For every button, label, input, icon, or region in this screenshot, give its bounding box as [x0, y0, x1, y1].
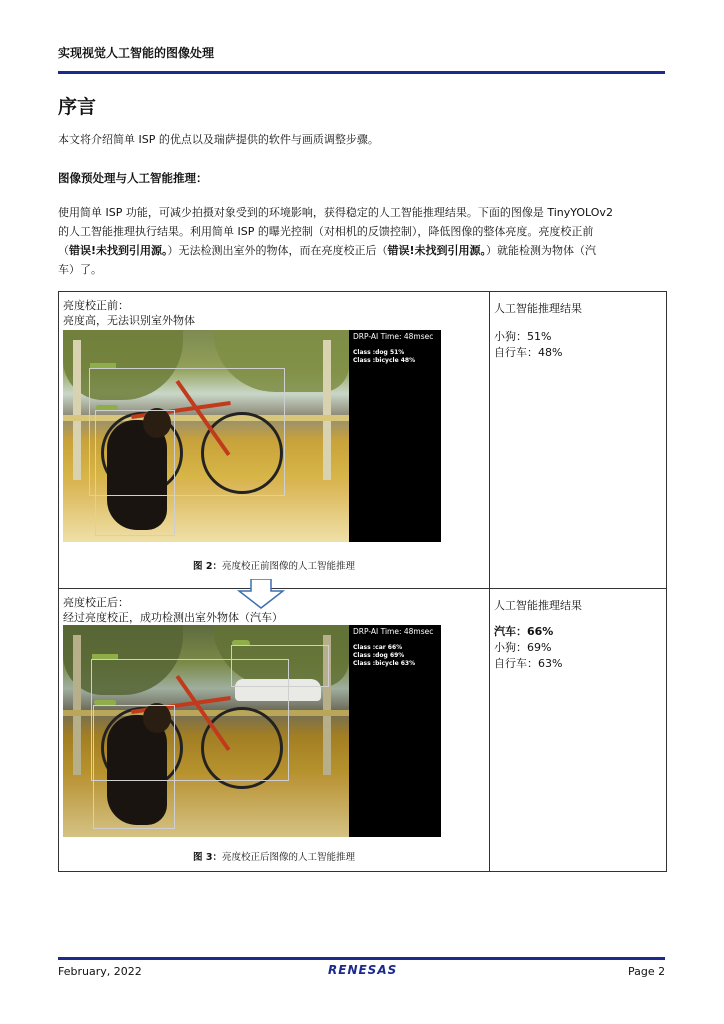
class-result-line: Class :dog 69% — [353, 652, 405, 659]
results-title: 人工智能推理结果 — [494, 302, 582, 315]
cell-caption-title: 亮度校正前： — [63, 299, 129, 312]
error-reference-1[interactable]: 错误!未找到引用源。 — [69, 244, 168, 257]
body-line-3-close: ）就能检测为物体（汽 — [486, 244, 597, 257]
body-line-1: 使用简单 ISP 功能，可减少拍摄对象受到的环境影响，获得稳定的人工智能推理结果。下面的图像是 TinyYOLOv2 — [58, 206, 613, 219]
section-heading: 序言 — [58, 96, 97, 118]
body-line-3-open: （ — [58, 244, 69, 257]
dog-bounding-box — [93, 705, 175, 829]
class-result-line: Class :bicycle 63% — [353, 660, 416, 667]
table-row — [59, 589, 667, 872]
results-cell — [490, 292, 667, 589]
inference-image — [63, 625, 441, 837]
figure-number: 图 2： — [193, 561, 222, 572]
results-table — [58, 291, 667, 872]
figure-caption-text: 亮度校正后图像的人工智能推理 — [221, 852, 355, 863]
result-bicycle: 自行车：48% — [494, 346, 563, 359]
drp-ai-time: DRP-AI Time: 48msec — [353, 627, 434, 636]
error-reference-2[interactable]: 错误!未找到引用源。 — [387, 244, 487, 257]
cell-caption-desc: 亮度高，无法识别室外物体 — [63, 314, 195, 327]
inference-overlay — [353, 625, 441, 668]
class-result-line: Class :bicycle 48% — [353, 357, 416, 364]
cell-caption-title: 亮度校正后： — [63, 596, 129, 609]
body-line-4: 车）了。 — [58, 263, 102, 276]
cell-caption-desc: 经过亮度校正，成功检测出室外物体（汽车） — [63, 611, 283, 624]
body-paragraph — [58, 203, 665, 279]
camera-photo — [63, 625, 349, 837]
down-arrow-icon — [237, 579, 285, 609]
camera-photo — [63, 330, 349, 542]
renesas-logo: RENESAS — [328, 963, 398, 977]
body-line-3-mid: ）无法检测出室外的物体，而在亮度校正后（ — [167, 244, 388, 257]
inference-image — [63, 330, 441, 542]
dog-bounding-box — [95, 410, 175, 536]
header-rule — [58, 71, 665, 74]
class-result-line: Class :car 66% — [353, 644, 403, 651]
footer-rule — [58, 957, 665, 960]
subheading: 图像预处理与人工智能推理： — [58, 171, 208, 185]
inference-overlay — [353, 330, 441, 365]
results-cell — [490, 589, 667, 872]
drp-ai-time: DRP-AI Time: 48msec — [353, 332, 434, 341]
results-title: 人工智能推理结果 — [494, 599, 582, 612]
result-car: 汽车：66% — [494, 625, 554, 638]
class-result-line: Class :dog 51% — [353, 349, 405, 356]
page-number: Page 2 — [628, 965, 666, 978]
image-cell — [59, 292, 490, 589]
result-dog: 小狗：51% — [494, 330, 552, 343]
footer-date: February, 2022 — [58, 965, 142, 978]
figure-caption — [59, 849, 489, 863]
body-line-3 — [58, 241, 665, 260]
figure-caption — [59, 558, 489, 572]
figure-number: 图 3： — [193, 852, 222, 863]
intro-paragraph: 本文将介绍简单 ISP 的优点以及瑞萨提供的软件与画质调整步骤。 — [58, 133, 379, 146]
result-bicycle: 自行车：63% — [494, 657, 563, 670]
body-line-2: 的人工智能推理执行结果。利用简单 ISP 的曝光控制（对相机的反馈控制），降低图像的整体亮度。亮度校正前 — [58, 225, 594, 238]
figure-caption-text: 亮度校正前图像的人工智能推理 — [221, 561, 355, 572]
document-header-title: 实现视觉人工智能的图像处理 — [58, 46, 215, 60]
table-row — [59, 292, 667, 589]
image-cell — [59, 589, 490, 872]
result-dog: 小狗：69% — [494, 641, 552, 654]
